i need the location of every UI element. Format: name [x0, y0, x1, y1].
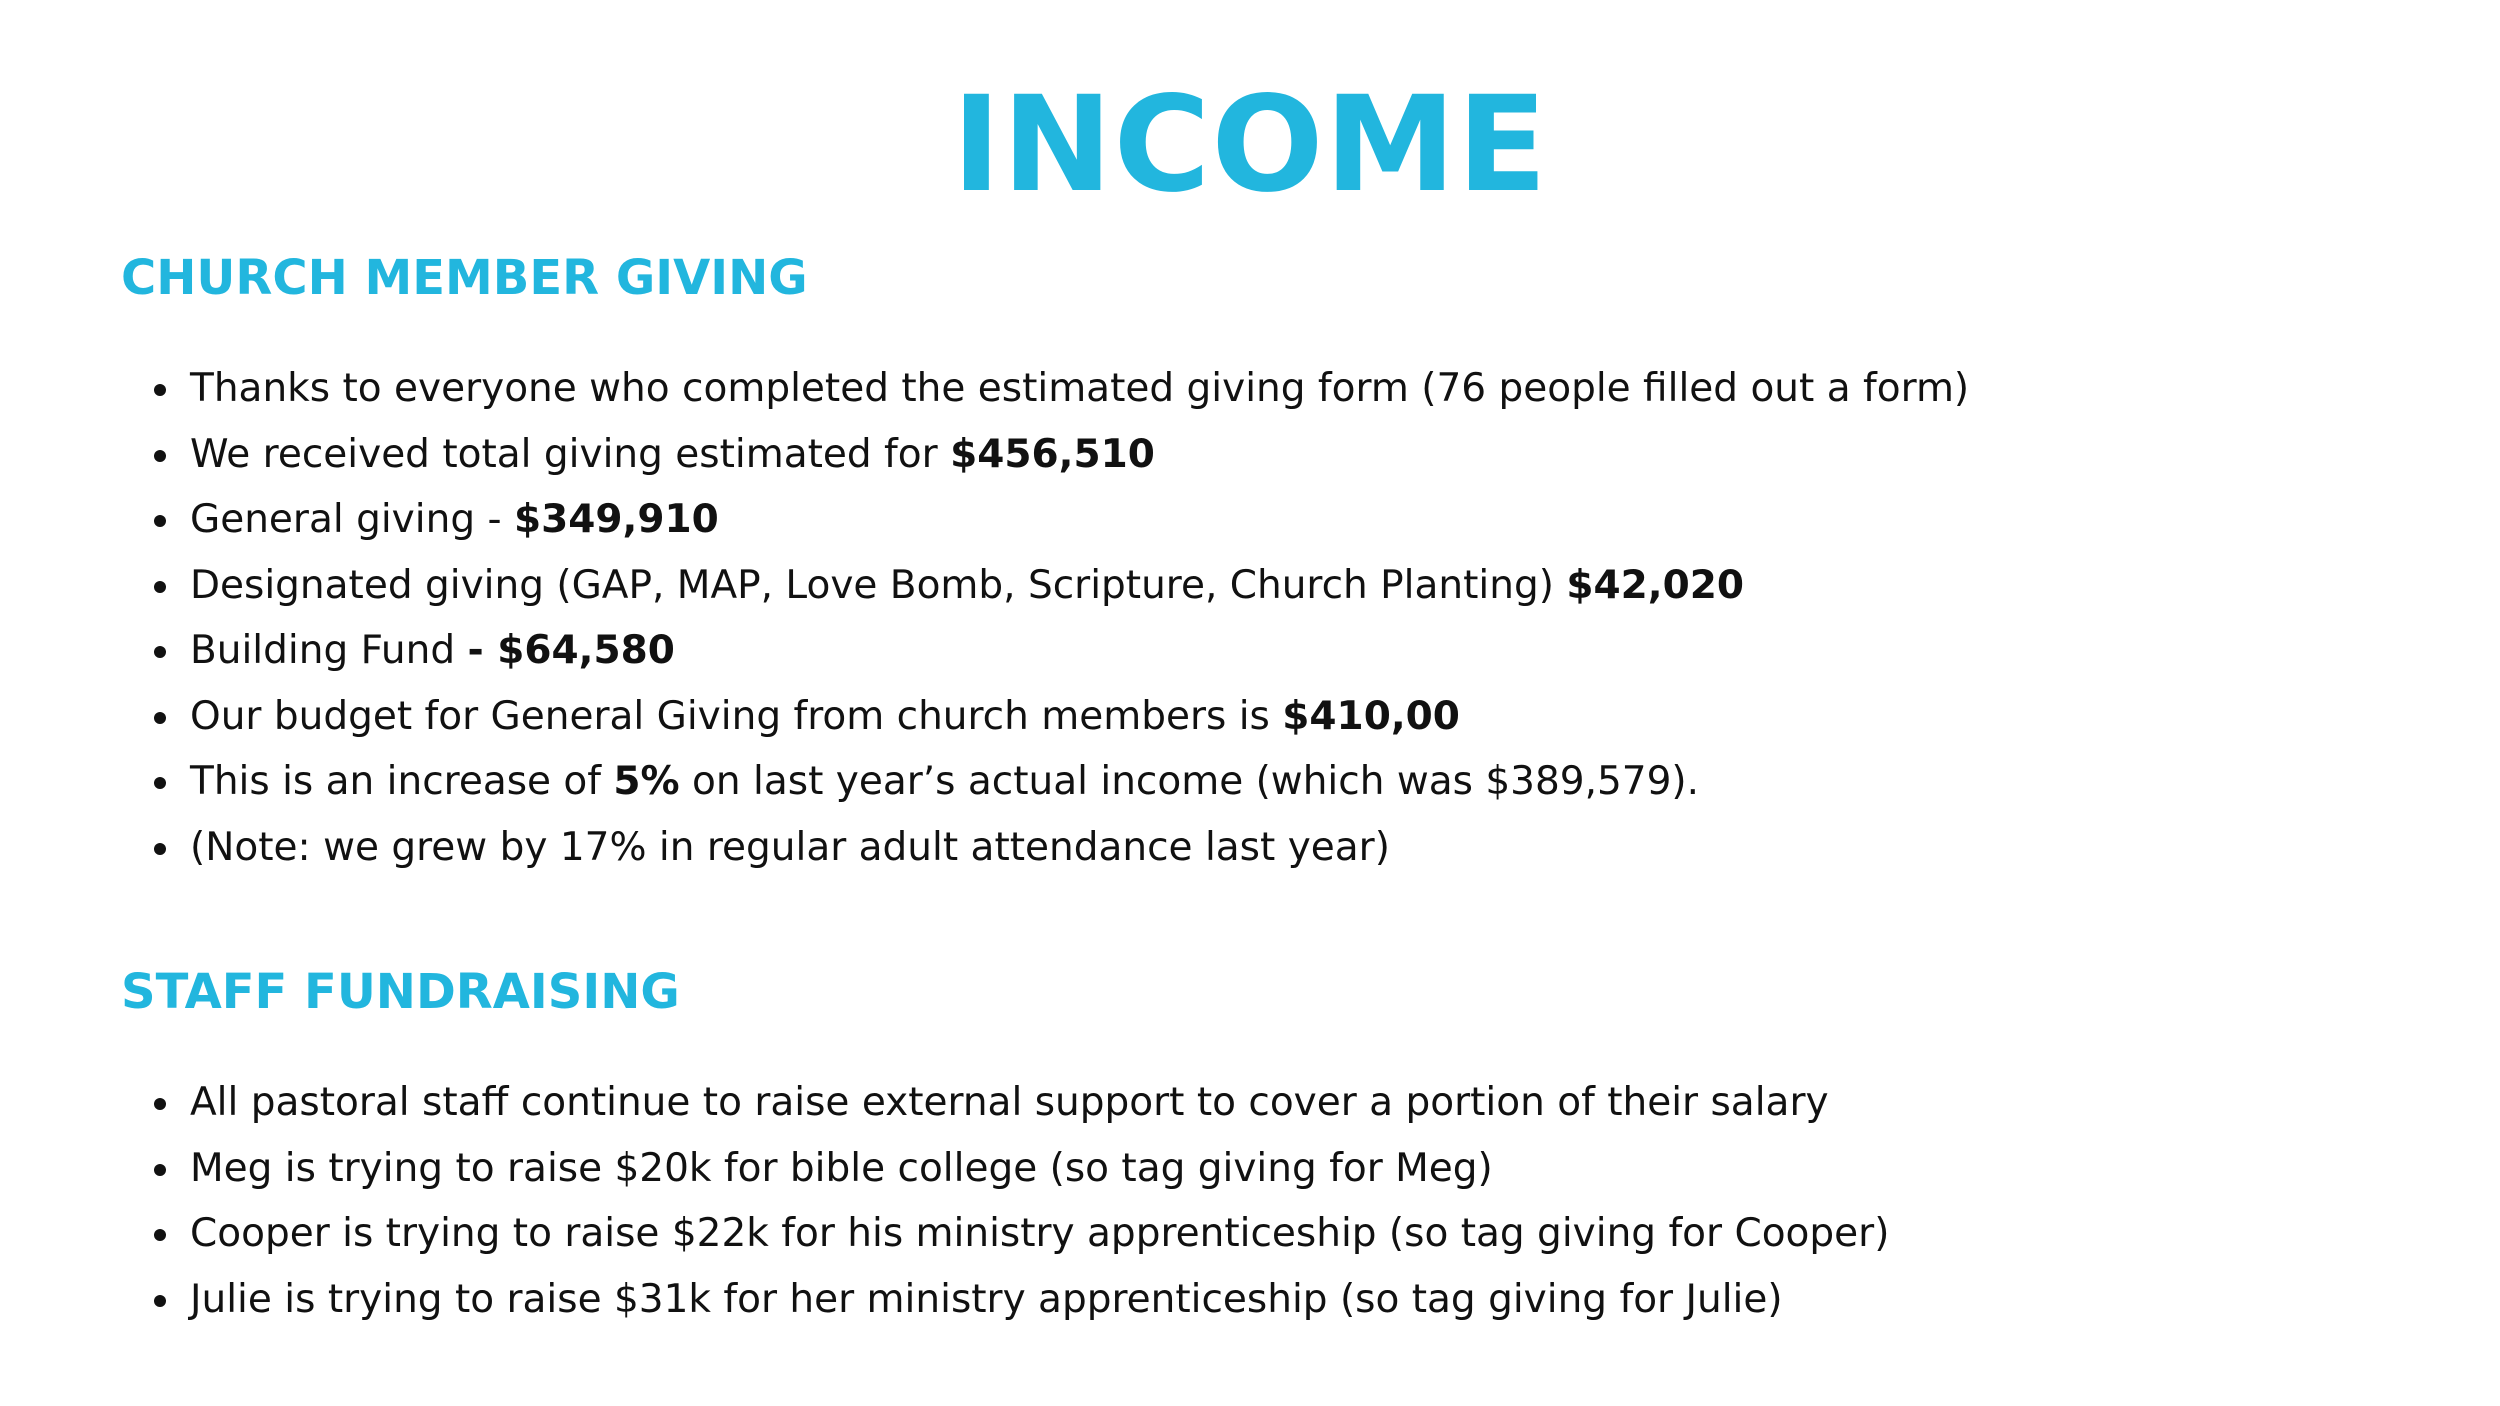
list-item-percent: 5% — [613, 759, 680, 804]
list-item — [150, 1267, 1889, 1333]
list-item — [150, 422, 1969, 488]
section-heading-staff-fundraising: STAFF FUNDRAISING — [121, 964, 680, 1020]
list-item-text: General giving - — [190, 497, 514, 542]
section-heading-church-member-giving: CHURCH MEMBER GIVING — [121, 250, 808, 306]
list-item-amount: $456,510 — [950, 431, 1155, 477]
list-item-text: Building Fund — [190, 628, 468, 673]
staff-fundraising-list — [150, 1070, 1889, 1332]
bullet-icon — [154, 581, 166, 593]
bullet-icon — [154, 450, 166, 462]
list-item — [150, 1070, 1889, 1136]
list-item — [150, 749, 1969, 815]
list-item-amount: $410,00 — [1282, 693, 1460, 739]
bullet-icon — [154, 1229, 166, 1241]
list-item-text: Designated giving (GAP, MAP, Love Bomb, Scripture, Church Planting) — [190, 562, 1567, 608]
bullet-icon — [154, 777, 166, 789]
bullet-icon — [154, 1164, 166, 1176]
list-item — [150, 1201, 1889, 1267]
list-item — [150, 1136, 1889, 1202]
list-item-text: Meg is trying to raise $20k for bible college (so tag giving for Meg) — [190, 1145, 1493, 1191]
list-item-amount: $349,910 — [513, 497, 719, 542]
list-item-text: Our budget for General Giving from church members is — [190, 693, 1283, 739]
bullet-icon — [154, 843, 166, 855]
list-item — [150, 487, 1969, 553]
list-item-text: We received total giving estimated for — [190, 431, 951, 477]
list-item-text: All pastoral staff continue to raise external support to cover a portion of their salary — [190, 1080, 1829, 1125]
list-item-text: Julie is trying to raise $31k for her ministry apprenticeship (so tag giving for Julie) — [190, 1276, 1783, 1322]
list-item-amount: - $64,580 — [467, 628, 675, 673]
bullet-icon — [154, 515, 166, 527]
page-title: INCOME — [951, 68, 1549, 222]
list-item-text: Cooper is trying to raise $22k for his ministry apprenticeship (so tag giving for Cooper) — [190, 1211, 1890, 1256]
list-item-text-after: on last year’s actual income (which was $389,579). — [679, 759, 1700, 804]
list-item-text: This is an increase of — [190, 759, 614, 804]
bullet-icon — [154, 646, 166, 658]
bullet-icon — [154, 712, 166, 724]
bullet-icon — [154, 1098, 166, 1110]
list-item — [150, 815, 1969, 881]
list-item-text: Thanks to everyone who completed the estimated giving form (76 people filled out a form) — [190, 366, 1970, 411]
bullet-icon — [154, 1295, 166, 1307]
list-item — [150, 684, 1969, 750]
bullet-icon — [154, 384, 166, 396]
list-item — [150, 553, 1969, 619]
list-item-text: (Note: we grew by 17% in regular adult attendance last year) — [190, 824, 1390, 870]
list-item-amount: $42,020 — [1566, 562, 1744, 608]
list-item — [150, 618, 1969, 684]
church-giving-list — [150, 356, 1969, 880]
list-item — [150, 356, 1969, 422]
